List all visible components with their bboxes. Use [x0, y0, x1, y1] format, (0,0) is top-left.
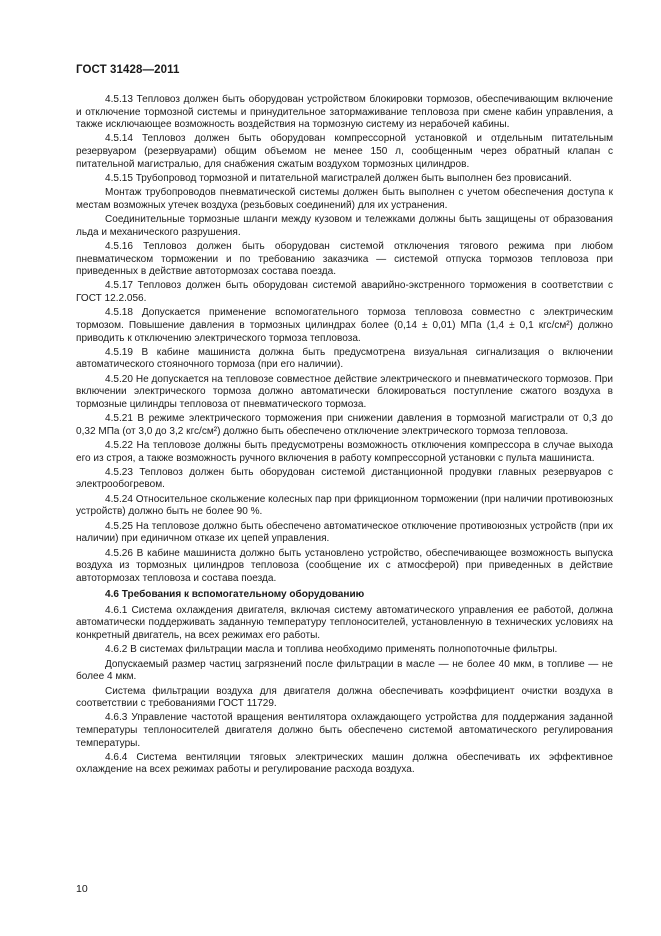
paragraph-4-5-23: 4.5.23 Тепловоз должен быть оборудован системой дистанционной продувки главных резервуаров с электрообогревом.	[76, 466, 613, 491]
paragraph-4-5-24: 4.5.24 Относительное скольжение колесных пар при фрикционном торможении (при наличии противоюзных устройств) должно быть не более 90 %.	[76, 493, 613, 518]
paragraph-4-5-20: 4.5.20 Не допускается на тепловозе совместное действие электрического и пневматического тормозов. При включении электрического тормоза должно автоматически блокироваться поступление сжатого воздуха в тормозные цилиндры тепловоза от пневматического тормоза.	[76, 373, 613, 410]
page-number: 10	[76, 883, 88, 895]
paragraph-4-6-1: 4.6.1 Система охлаждения двигателя, включая систему автоматического управления ее работой, должна автоматически поддерживать заданную температуру теплоносителей, установленную в технических условиях на конкретный двигатель, на всех режимах его работы.	[76, 604, 613, 642]
paragraph-4-5-17: 4.5.17 Тепловоз должен быть оборудован системой аварийно-экстренного торможения в соответствии с ГОСТ 12.2.056.	[76, 280, 613, 305]
paragraph-4-6-2: 4.6.2 В системах фильтрации масла и топлива необходимо применять полнопоточные фильтры.	[105, 644, 558, 656]
paragraph-particle-size: Допускаемый размер частиц загрязнений после фильтрации в масле — не более 40 мкм, в топливе — не более 4 мкм.	[76, 658, 613, 683]
paragraph-4-5-14: 4.5.14 Тепловоз должен быть оборудован компрессорной установкой и отдельным питательным резервуаром (резервуарами) общим объемом не менее 150 л, сообщенным через обратный клапан с питательной магистралью, для снабжения сжатым воздухом тормозных цилиндров.	[76, 133, 613, 170]
paragraph-4-6-3: 4.6.3 Управление частотой вращения вентилятора охлаждающего устройства для поддержания заданной температуры теплоносителей двигателя должно быть обеспечено системой автоматического регулирования температуры.	[76, 712, 613, 749]
paragraph-brake-hoses: Соединительные тормозные шланги между кузовом и тележками должны быть защищены от образования льда и механического разрушения.	[76, 214, 613, 238]
document-body	[76, 94, 613, 779]
paragraph-4-5-25: 4.5.25 На тепловозе должно быть обеспечено автоматическое отключение противоюзных устройств (при их наличии) при единичном отказе их цепей управления.	[76, 520, 613, 545]
paragraph-4-5-26: 4.5.26 В кабине машиниста должно быть установлено устройство, обеспечивающее возможность выпуска воздуха из тормозных цилиндров тепловоза (сообщение их с атмосферой) при приведенных в действие автотормозах тепловоза и состава поезда.	[76, 547, 613, 584]
paragraph-4-5-18: 4.5.18 Допускается применение вспомогательного тормоза тепловоза совместно с электрическим тормозом. Повышение давления в тормозных цилиндрах более (0,14 ± 0,01) МПа (1,4 ± 0,1 кгс/см²) должно приводить к отключению электрического тормоза тепловоза.	[76, 307, 613, 344]
paragraph-4-6-4: 4.6.4 Система вентиляции тяговых электрических машин должна обеспечивать их эффективное охлаждение на всех режимах работы и регулирование расхода воздуха.	[76, 751, 613, 776]
paragraph-air-filtration: Система фильтрации воздуха для двигателя должна обеспечивать коэффициент очистки воздуха в соответствии с требованиями ГОСТ 11729.	[76, 685, 613, 710]
paragraph-4-5-15: 4.5.15 Трубопровод тормозной и питательной магистралей должен быть выполнен без провисаний.	[105, 172, 572, 184]
paragraph-4-5-13: 4.5.13 Тепловоз должен быть оборудован устройством блокировки тормозов, обеспечивающим включение и отключение тормозной системы и принудительное затормаживание тепловоза при смене кабин управления, а также исключающее возможность воздействия на тормозную систему из нерабочей кабины.	[76, 94, 613, 131]
document-header: ГОСТ 31428—2011	[76, 64, 180, 76]
paragraph-pneumatic-mounting: Монтаж трубопроводов пневматической системы должен быть выполнен с учетом обеспечения доступа к местам возможных утечек воздуха (резьбовых соединений) для их устранения.	[76, 187, 613, 211]
paragraph-4-5-19: 4.5.19 В кабине машиниста должна быть предусмотрена визуальная сигнализация о включении автоматического стояночного тормоза (при его наличии).	[76, 346, 613, 371]
paragraph-4-5-21: 4.5.21 В режиме электрического торможения при снижении давления в тормозной магистрали от 0,3 до 0,32 МПа (от 3,0 до 3,2 кгс/см²) должно быть обеспечено отключение электрического тормоза тепловоза.	[76, 413, 613, 437]
paragraph-4-5-22: 4.5.22 На тепловозе должны быть предусмотрены возможность отключения компрессора в случае выхода его из строя, а также возможность ручного включения в работу компрессорной установки с пульта машиниста.	[76, 440, 613, 464]
paragraph-4-5-16: 4.5.16 Тепловоз должен быть оборудован системой отключения тягового режима при любом пневматическом торможении и по требованию заказчика — системой отпуска тормозов тепловоза при приведенных в действие автотормозах состава поезда.	[76, 240, 613, 278]
section-heading-4-6: 4.6 Требования к вспомогательному оборудованию	[105, 589, 365, 601]
